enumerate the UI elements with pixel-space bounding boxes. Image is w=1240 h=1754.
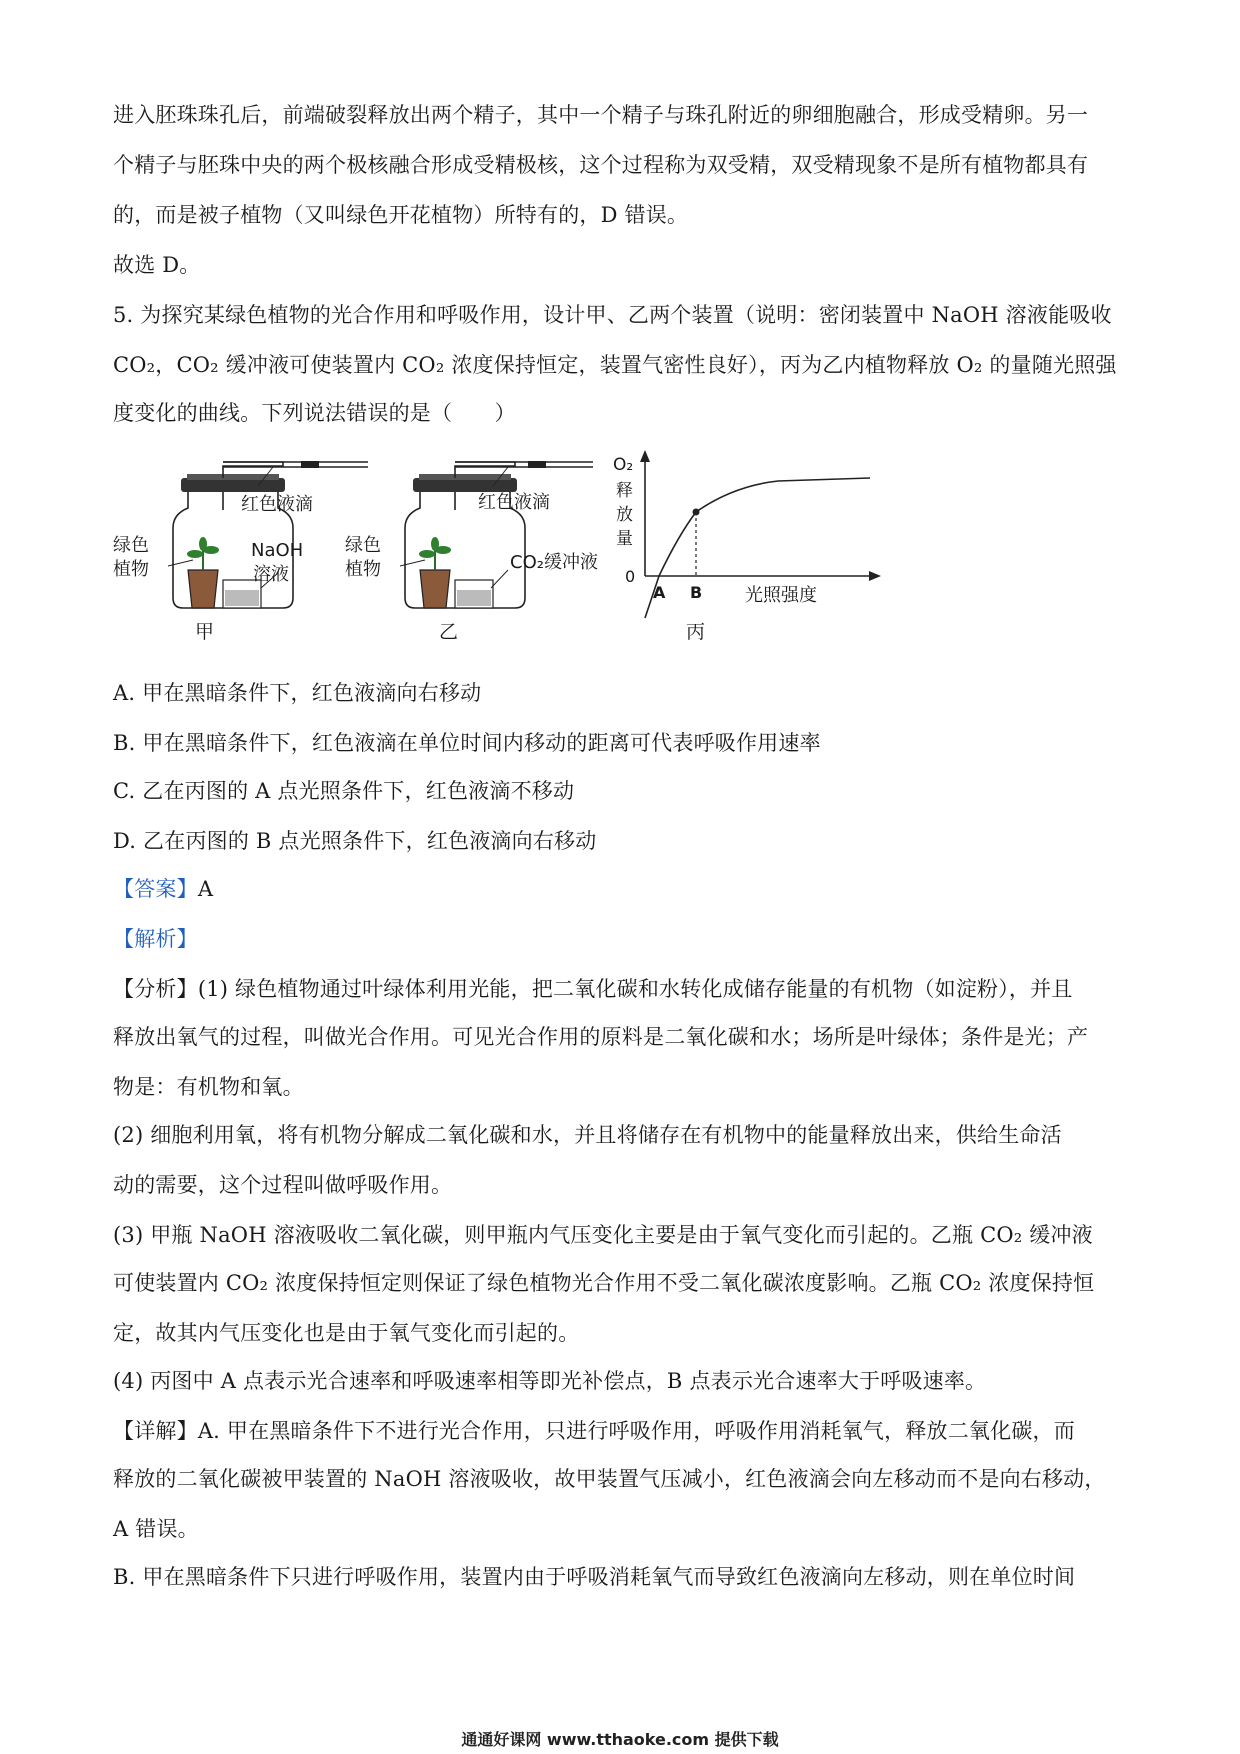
option-a: A. 甲在黑暗条件下，红色液滴向右移动 [113, 681, 482, 705]
paragraph-line: 故选 D。 [113, 253, 201, 277]
option-b: B. 甲在黑暗条件下，红色液滴在单位时间内移动的距离可代表呼吸作用速率 [113, 731, 821, 755]
yi-plant-label: 植物 [345, 559, 381, 580]
analysis-line: (3) 甲瓶 NaOH 溶液吸收二氧化碳，则甲瓶内气压变化主要是由于氧气变化而引起的。乙瓶 CO₂ 缓冲液 [113, 1223, 1093, 1247]
analysis-line: 释放出氧气的过程，叫做光合作用。可见光合作用的原料是二氧化碳和水；场所是叶绿体；条件是光；产 [113, 1025, 1089, 1049]
page-footer: 通通好课网 www.tthaoke.com 提供下载 [461, 1730, 779, 1749]
question-stem: CO₂，CO₂ 缓冲液可使装置内 CO₂ 浓度保持恒定，装置气密性良好），丙为乙内植物释放 O₂ 的量随光照强 [113, 353, 1117, 377]
apparatus-jia [113, 461, 368, 643]
paragraph-line: 进入胚珠珠孔后，前端破裂释放出两个精子，其中一个精子与珠孔附近的卵细胞融合，形成受精卵。另一 [113, 103, 1089, 127]
y-label: 放 [616, 505, 633, 525]
question-stem: 5. 为探究某绿色植物的光合作用和呼吸作用，设计甲、乙两个装置（说明：密闭装置中 NaOH 溶液能吸收 [113, 303, 1112, 327]
chart-bing [613, 450, 881, 643]
origin-label: 0 [625, 567, 636, 586]
apparatus-yi [345, 461, 598, 643]
detail-line: 释放的二氧化碳被甲装置的 NaOH 溶液吸收，故甲装置气压减小，红色液滴会向左移动而不是向右移动， [113, 1467, 1106, 1491]
y-label: 量 [616, 529, 633, 549]
yi-drop-label: 红色液滴 [478, 492, 550, 513]
paragraph-line: 个精子与胚珠中央的两个极核融合形成受精极核，这个过程称为双受精，双受精现象不是所有植物都具有 [113, 153, 1089, 177]
analysis-text: (1) 绿色植物通过叶绿体利用光能，把二氧化碳和水转化成储存能量的有机物（如淀粉），并且 [197, 977, 1073, 1001]
analysis-line [113, 974, 1073, 1004]
analysis-line: 可使装置内 CO₂ 浓度保持恒定则保证了绿色植物光合作用不受二氧化碳浓度影响。乙瓶 CO₂ 浓度保持恒 [113, 1271, 1095, 1295]
yi-caption: 乙 [439, 621, 459, 643]
point-b-label: B [690, 583, 703, 602]
red-droplet-icon [301, 461, 319, 468]
jia-drop-label: 红色液滴 [241, 494, 313, 515]
y-label: 释 [616, 481, 633, 501]
flower-pot-icon [188, 570, 218, 608]
detail-line: A 错误。 [113, 1517, 199, 1541]
detail-tag: 【详解】 [113, 1419, 198, 1443]
flower-pot-icon [420, 570, 450, 608]
analysis-line: 定，故其内气压变化也是由于氧气变化而引起的。 [113, 1321, 580, 1345]
paragraph-line: 的，而是被子植物（又叫绿色开花植物）所特有的，D 错误。 [113, 203, 689, 227]
analysis-subtag: 【分析】 [113, 977, 198, 1001]
answer-line [113, 874, 213, 904]
experiment-figure-svg [113, 448, 973, 648]
bing-caption: 丙 [686, 621, 706, 643]
yi-plant-label: 绿色 [345, 535, 381, 556]
x-label: 光照强度 [745, 585, 817, 606]
jia-caption: 甲 [195, 621, 215, 643]
answer-value: A [197, 877, 214, 901]
option-d: D. 乙在丙图的 B 点光照条件下，红色液滴向右移动 [113, 829, 597, 853]
question-stem: 度变化的曲线。下列说法错误的是（ ） [113, 401, 516, 425]
detail-line: B. 甲在黑暗条件下只进行呼吸作用，装置内由于呼吸消耗氧气而导致红色液滴向左移动，则在单位时间 [113, 1565, 1076, 1589]
jia-plant-label: 绿色 [113, 535, 149, 556]
detail-text: A. 甲在黑暗条件下不进行光合作用，只进行呼吸作用，呼吸作用消耗氧气，释放二氧化碳，而 [197, 1419, 1075, 1443]
analysis-tag: 【解析】 [113, 927, 198, 951]
jia-solution-label: NaOH [251, 540, 304, 561]
option-c: C. 乙在丙图的 A 点光照条件下，红色液滴不移动 [113, 779, 575, 803]
jia-solution-label: 溶液 [253, 564, 289, 585]
red-droplet-icon [528, 461, 546, 468]
analysis-line: (4) 丙图中 A 点表示光合速率和呼吸速率相等即光补偿点，B 点表示光合速率大于呼吸速率。 [113, 1369, 987, 1393]
yi-solution-label: CO₂缓冲液 [510, 552, 598, 573]
experiment-figure [113, 448, 973, 648]
analysis-line: 物是：有机物和氧。 [113, 1075, 304, 1099]
detail-line [113, 1416, 1075, 1446]
analysis-line: (2) 细胞利用氧，将有机物分解成二氧化碳和水，并且将储存在有机物中的能量释放出来，供给生命活 [113, 1123, 1062, 1147]
answer-tag: 【答案】 [113, 877, 198, 901]
jia-plant-label: 植物 [113, 559, 149, 580]
analysis-line: 动的需要，这个过程叫做呼吸作用。 [113, 1173, 453, 1197]
point-a-label: A [653, 583, 666, 602]
y-label: O₂ [613, 455, 634, 475]
